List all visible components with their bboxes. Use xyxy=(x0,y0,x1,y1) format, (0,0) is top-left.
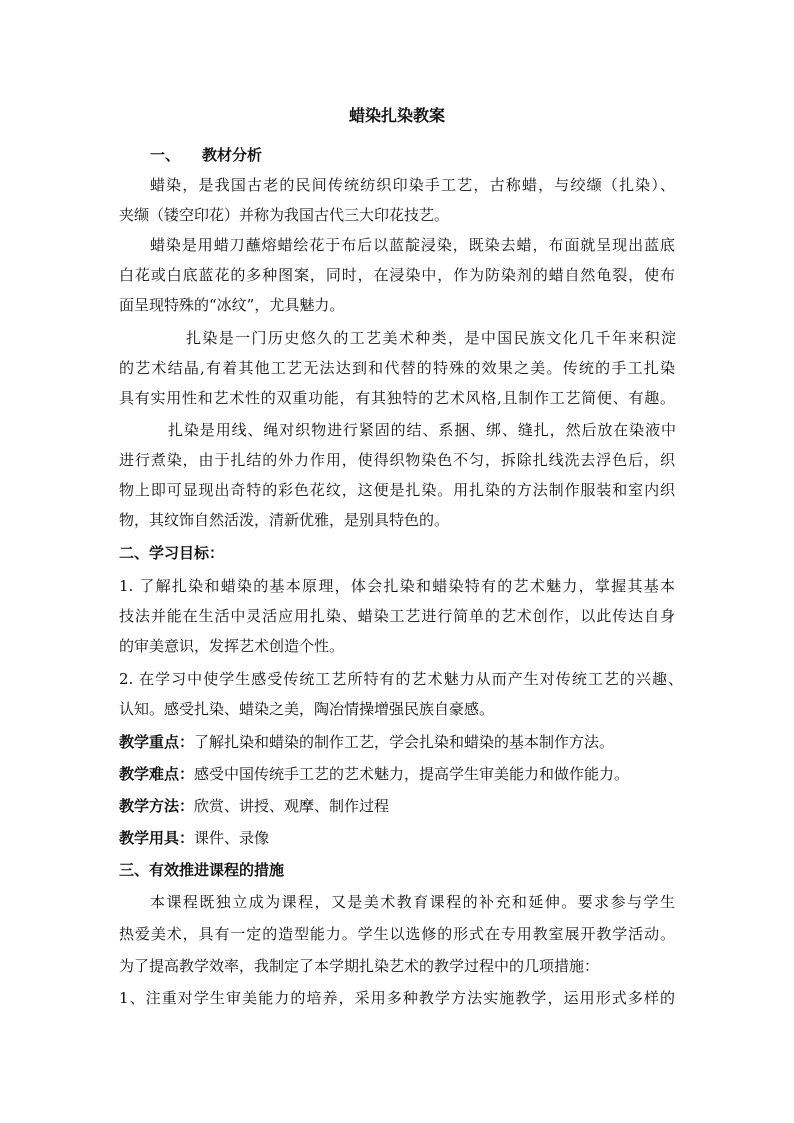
difficulties-row xyxy=(119,762,679,786)
paragraph-line: 热爱美术，具有一定的造型能力。学生以选修的形式在专用教室展开教学活动。 xyxy=(119,925,675,943)
paragraph-line: 物，其纹饰自然活泼，清新优雅，是别具特色的。 xyxy=(119,511,450,529)
methods-text: 欣赏、讲授、观摩、制作过程 xyxy=(194,797,390,815)
methods-row xyxy=(119,794,679,818)
paragraph-line: 扎染是用线、绳对织物进行紧固的结、系捆、绑、缝扎，然后放在染液中 xyxy=(168,421,676,439)
objective-line: 技法并能在生活中灵活应用扎染、蜡染工艺进行简单的艺术创作，以此传达自身 xyxy=(119,607,675,625)
paragraph-line: 扎染是一门历史悠久的工艺美术种类，是中国民族文化几千年来积淀 xyxy=(186,329,676,347)
paragraph-line: 具有实用性和艺术性的双重功能，有其独特的艺术风格,且制作工艺简便、有趣。 xyxy=(119,389,675,407)
document-title: 蜡染扎染教案 xyxy=(348,106,445,125)
tools-text: 课件、录像 xyxy=(194,829,270,847)
objective-line: 认知。感受扎染、蜡染之美，陶冶情操增强民族自豪感。 xyxy=(119,700,495,718)
difficulties-label: 教学难点： xyxy=(119,765,195,783)
objective-line: 的审美意识，发挥艺术创造个性。 xyxy=(119,637,345,655)
section-number: 一、 xyxy=(150,146,181,164)
methods-label: 教学方法： xyxy=(119,797,195,815)
paragraph-line: 进行煮染，由于扎结的外力作用，使得织物染色不匀，拆除扎线洗去浮色后，织 xyxy=(119,451,675,469)
paragraph-line: 蜡染，是我国古老的民间传统纺织印染手工艺，古称蜡，与绞缬（扎染）、 xyxy=(150,176,675,194)
paragraph-line: 的艺术结晶,有着其他工艺无法达到和代替的特殊的效果之美。传统的手工扎染 xyxy=(119,359,675,377)
section-heading-1 xyxy=(150,143,710,167)
objective-line: 1. 了解扎染和蜡染的基本原理，体会扎染和蜡染特有的艺术魅力，掌握其基本 xyxy=(119,577,675,595)
key-points-label: 教学重点： xyxy=(119,733,195,751)
paragraph-line: 蜡染是用蜡刀蘸熔蜡绘花于布后以蓝靛浸染，既染去蜡，布面就呈现出蓝底 xyxy=(150,236,675,254)
paragraph-line: 为了提高教学效率，我制定了本学期扎染艺术的教学过程中的几项措施： xyxy=(119,957,600,975)
paragraph-line: 物上即可显现出奇特的彩色花纹，这便是扎染。用扎染的方法制作服装和室内织 xyxy=(119,481,675,499)
tools-label: 教学用具： xyxy=(119,829,195,847)
paragraph-line: 白花或白底蓝花的多种图案，同时，在浸染中，作为防染剂的蜡自然龟裂，使布 xyxy=(119,266,675,284)
tools-row xyxy=(119,826,679,850)
section-heading-3: 三、有效推进课程的措施 xyxy=(119,861,285,879)
paragraph-line: 1、注重对学生审美能力的培养，采用多种教学方法实施教学，运用形式多样的 xyxy=(119,989,675,1007)
paragraph-line: 面呈现特殊的“冰纹”，尤具魅力。 xyxy=(119,296,345,314)
section-heading-2: 二、学习目标： xyxy=(119,544,225,562)
paragraph-line: 夹缬（镂空印花）并称为我国古代三大印花技艺。 xyxy=(119,206,450,224)
paragraph-line: 本课程既独立成为课程，又是美术教育课程的补充和延伸。要求参与学生 xyxy=(150,893,675,911)
key-points-row xyxy=(119,730,679,754)
section-title: 教材分析 xyxy=(202,146,263,164)
key-points-text: 了解扎染和蜡染的制作工艺，学会扎染和蜡染的基本制作方法。 xyxy=(194,733,615,751)
difficulties-text: 感受中国传统手工艺的艺术魅力，提高学生审美能力和做作能力。 xyxy=(194,765,630,783)
objective-line: 2. 在学习中使学生感受传统工艺所特有的艺术魅力从而产生对传统工艺的兴趣、 xyxy=(119,670,683,688)
